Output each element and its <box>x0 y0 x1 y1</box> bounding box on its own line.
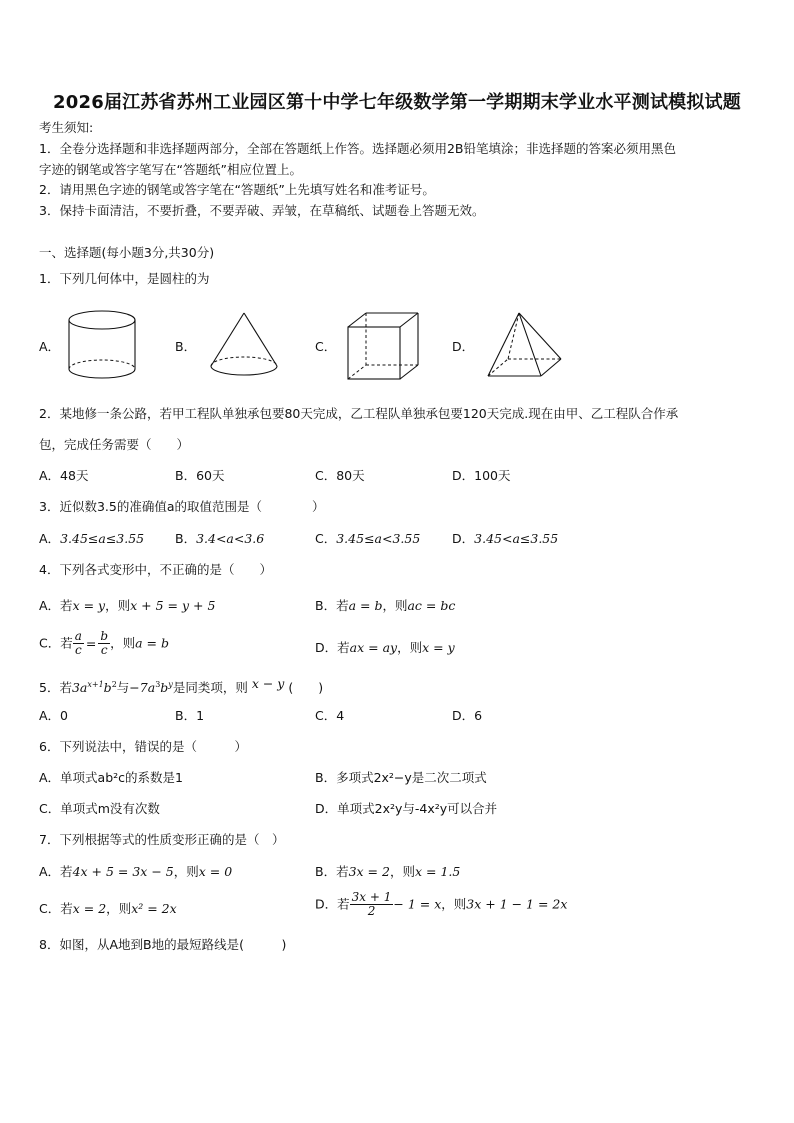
q7-d-rest: − 1 = x <box>393 896 442 912</box>
q4-a-cond: x = y <box>72 598 106 613</box>
q5-option-c: C．4 <box>315 708 345 723</box>
pyramid-icon <box>485 310 565 382</box>
q4-stem: 4．下列各式变形中，不正确的是（ ） <box>39 562 272 577</box>
q4-c-frac1 <box>73 630 84 657</box>
q7-b-cond: 3x = 2 <box>348 864 390 879</box>
q4-c-den2: c <box>100 643 108 657</box>
q5-term1-exp: x+1 <box>87 680 104 689</box>
q7-d-sep: ，则 <box>441 896 467 912</box>
q6-stem: 6．下列说法中，错误的是（ ） <box>39 739 247 754</box>
q5-option-b: B．1 <box>175 708 205 723</box>
q1-option-d-label: D． <box>452 339 475 354</box>
q3-option-b <box>175 531 264 547</box>
q2-option-a: A．48天 <box>39 468 89 483</box>
cone-icon <box>206 310 282 382</box>
q4-d-cond: ax = ay <box>349 640 398 655</box>
q1-option-c-label: C． <box>315 339 337 354</box>
q6-option-c: C．单项式m没有次数 <box>39 801 160 816</box>
q7-b-label: B．若 <box>315 864 349 879</box>
q5-option-a: A．0 <box>39 708 69 723</box>
q5-expr: x − y <box>251 676 285 692</box>
q3-option-d-label: D． <box>452 531 475 546</box>
page-title: 2026届江苏省苏州工业园区第十中学七年级数学第一学期期末学业水平测试模拟试题 <box>53 92 741 113</box>
q1-option-b-label: B． <box>175 339 197 354</box>
q4-c-eq: = <box>85 635 97 651</box>
notice-item-1: 1．全卷分选择题和非选择题两部分，全部在答题纸上作答。选择题必须用2B铅笔填涂；非选择题的答案必须用黑色 <box>39 141 676 156</box>
q5-term1: 3a <box>71 680 88 696</box>
q6-option-a: A．单项式ab²c的系数是1 <box>39 770 183 785</box>
cube-icon <box>345 310 421 382</box>
q4-b-sep: ，则 <box>382 598 408 613</box>
q5-term2-b: b <box>160 680 169 696</box>
q5-term2-exp: 3 <box>155 680 161 689</box>
q7-d-frac <box>350 891 394 918</box>
q3-stem: 3．近似数3.5的准确值a的取值范围是（ ） <box>39 499 325 514</box>
q7-d-label: D．若 <box>315 896 350 912</box>
q4-d-sep: ，则 <box>397 640 423 655</box>
q4-c-label: C．若 <box>39 635 73 651</box>
q7-d-den: 2 <box>367 904 376 918</box>
q7-b-sep: ，则 <box>389 864 415 879</box>
q3-option-d-expr: 3.45<a≤3.55 <box>474 531 559 546</box>
q5-mid: 与 <box>116 680 130 696</box>
q6-option-d: D．单项式2x²y与-4x²y可以合并 <box>315 801 498 816</box>
cylinder-icon <box>66 308 138 384</box>
q4-d-label: D．若 <box>315 640 350 655</box>
q5-post: 是同类项，则 <box>172 680 248 696</box>
q4-c-frac2 <box>98 630 110 657</box>
q3-option-d <box>452 531 558 547</box>
q7-a-cond: 4x + 5 = 3x − 5 <box>72 864 174 879</box>
q3-option-a <box>39 531 144 547</box>
q7-c-cond: x = 2 <box>72 901 107 916</box>
q7-c-label: C．若 <box>39 901 73 916</box>
q8-stem: 8．如图，从A地到B地的最短路线是( ) <box>39 937 287 952</box>
q7-option-b <box>315 864 460 880</box>
q7-c-res: x² = 2x <box>131 901 177 916</box>
q3-option-c-label: C． <box>315 531 337 546</box>
notice-item-1-cont: 字迹的钢笔或答字笔写在“答题纸”相应位置上。 <box>39 162 302 177</box>
q4-option-d <box>315 640 455 656</box>
q2-option-d: D．100天 <box>452 468 511 483</box>
q7-a-label: A．若 <box>39 864 73 879</box>
q3-option-b-label: B． <box>175 531 197 546</box>
q4-b-cond: a = b <box>348 598 383 613</box>
q5-term1-b: b <box>103 680 112 696</box>
q5-term2: −7a <box>129 680 156 696</box>
q4-c-den1: c <box>74 643 82 657</box>
q2-option-b: B．60天 <box>175 468 225 483</box>
q7-d-res: 3x + 1 − 1 = 2x <box>466 896 568 912</box>
section-heading: 一、选择题(每小题3分,共30分) <box>39 245 215 260</box>
q7-c-sep: ，则 <box>106 901 132 916</box>
q4-a-sep: ，则 <box>105 598 131 613</box>
q5-term1-b-exp: 2 <box>111 680 117 689</box>
q4-c-res: a = b <box>135 635 169 651</box>
q1-stem: 1．下列几何体中，是圆柱的为 <box>39 271 210 286</box>
q4-option-a <box>39 598 215 614</box>
q3-option-a-label: A． <box>39 531 61 546</box>
q4-option-b <box>315 598 455 614</box>
notice-item-3: 3．保持卡面清洁，不要折叠，不要弄破、弄皱，在草稿纸、试题卷上答题无效。 <box>39 203 485 218</box>
q4-a-label: A．若 <box>39 598 73 613</box>
q7-option-c <box>39 901 177 917</box>
q4-b-label: B．若 <box>315 598 349 613</box>
notice-heading: 考生须知: <box>39 120 94 135</box>
q7-d-num: 3x + 1 <box>351 890 392 904</box>
q4-d-res: x = y <box>422 640 455 655</box>
q2-stem-line1: 2．某地修一条公路，若甲工程队单独承包要80天完成，乙工程队单独承包要120天完成.现在由甲、乙工程队合作承 <box>39 406 679 421</box>
q7-option-a <box>39 864 232 880</box>
q7-a-res: x = 0 <box>198 864 233 879</box>
q5-option-d: D．6 <box>452 708 483 723</box>
q4-a-res: x + 5 = y + 5 <box>130 598 216 613</box>
q7-b-res: x = 1.5 <box>414 864 461 879</box>
q5-term2-b-exp: y <box>168 680 173 689</box>
q7-stem: 7．下列根据等式的性质变形正确的是（ ） <box>39 832 285 847</box>
q3-option-c <box>315 531 420 547</box>
q3-option-a-expr: 3.45≤a≤3.55 <box>60 531 145 546</box>
q3-option-c-expr: 3.45≤a<3.55 <box>336 531 421 546</box>
q5-pre: 5．若 <box>39 680 72 696</box>
q4-option-c <box>39 630 169 657</box>
q4-b-res: ac = bc <box>407 598 456 613</box>
q7-a-sep: ，则 <box>173 864 199 879</box>
q4-c-sep: ，则 <box>110 635 136 651</box>
q2-stem-line2: 包，完成任务需要（ ） <box>39 437 190 452</box>
q5-end: ( ) <box>288 680 324 696</box>
q4-c-num1: a <box>74 629 82 643</box>
q3-option-b-expr: 3.4<a<3.6 <box>196 531 265 546</box>
q6-option-b: B．多项式2x²−y是二次二项式 <box>315 770 487 785</box>
q5-stem <box>39 677 323 696</box>
q1-option-a-label: A． <box>39 339 61 354</box>
q7-option-d <box>315 891 567 918</box>
q4-c-num2: b <box>100 629 109 643</box>
notice-item-2: 2．请用黑色字迹的钢笔或答字笔在“答题纸”上先填写姓名和准考证号。 <box>39 182 435 197</box>
q2-option-c: C．80天 <box>315 468 365 483</box>
